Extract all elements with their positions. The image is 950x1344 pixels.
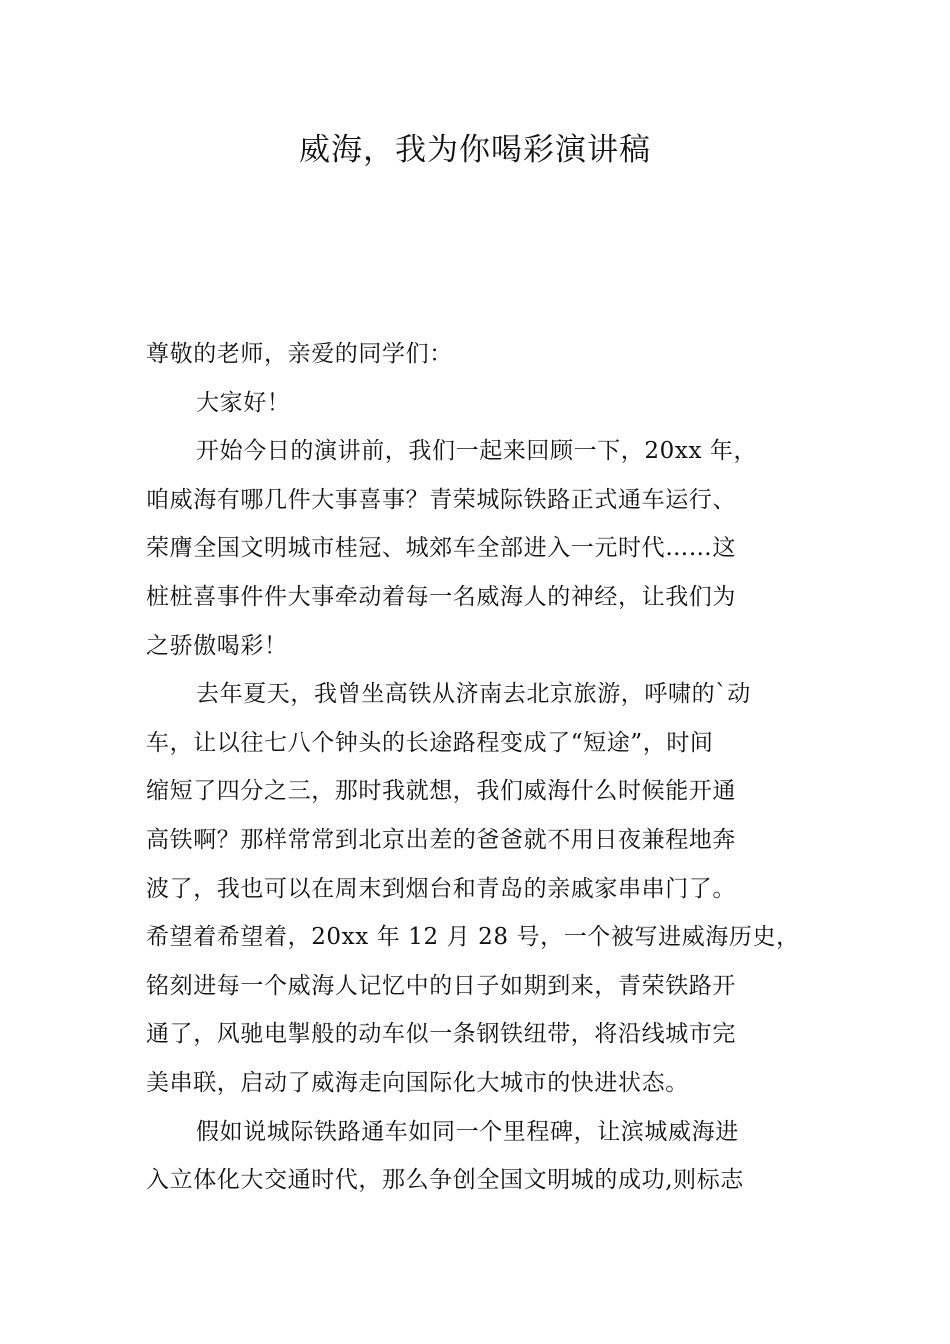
paragraph-line: 之骄傲喝彩！ bbox=[146, 632, 288, 659]
document-body bbox=[146, 330, 818, 1205]
paragraph-line: 美串联，启动了威海走向国际化大城市的快进状态。 bbox=[146, 1069, 689, 1096]
paragraph-line: 波了，我也可以在周末到烟台和青岛的亲戚家串串门了。 bbox=[146, 875, 736, 902]
document-title: 威海，我为你喝彩演讲稿 bbox=[299, 132, 651, 168]
paragraph-line: 入立体化大交通时代，那么争创全国文明城的成功,则标志 bbox=[146, 1167, 744, 1194]
paragraph-line: 希望着希望着，20xx 年 12 月 28 号，一个被写进威海历史， bbox=[146, 924, 800, 951]
paragraph-line: 桩桩喜事件件大事牵动着每一名威海人的神经，让我们为 bbox=[146, 583, 736, 610]
paragraph-line: 高铁啊？那样常常到北京出差的爸爸就不用日夜兼程地奔 bbox=[146, 826, 736, 853]
greeting-line: 大家好！ bbox=[196, 389, 291, 416]
salutation-line: 尊敬的老师，亲爱的同学们： bbox=[146, 341, 453, 367]
paragraph-line: 缩短了四分之三，那时我就想，我们威海什么时候能开通 bbox=[146, 778, 736, 805]
paragraph-line: 去年夏天，我曾坐高铁从济南去北京旅游，呼啸的`动 bbox=[196, 681, 751, 708]
paragraph-line: 荣膺全国文明城市桂冠、城郊车全部进入一元时代……这 bbox=[146, 535, 736, 562]
paragraph-line: 假如说城际铁路通车如同一个里程碑，让滨城威海进 bbox=[196, 1118, 739, 1145]
paragraph-line: 铭刻进每一个威海人记忆中的日子如期到来，青荣铁路开 bbox=[146, 972, 736, 999]
paragraph-line: 通了，风驰电掣般的动车似一条钢铁纽带，将沿线城市完 bbox=[146, 1021, 736, 1048]
paragraph-line: 开始今日的演讲前，我们一起来回顾一下，20xx 年， bbox=[196, 438, 758, 465]
paragraph-line: 咱威海有哪几件大事喜事？青荣城际铁路正式通车运行、 bbox=[146, 486, 736, 513]
paragraph-line: 车，让以往七八个钟头的长途路程变成了“短途”，时间 bbox=[146, 729, 714, 756]
